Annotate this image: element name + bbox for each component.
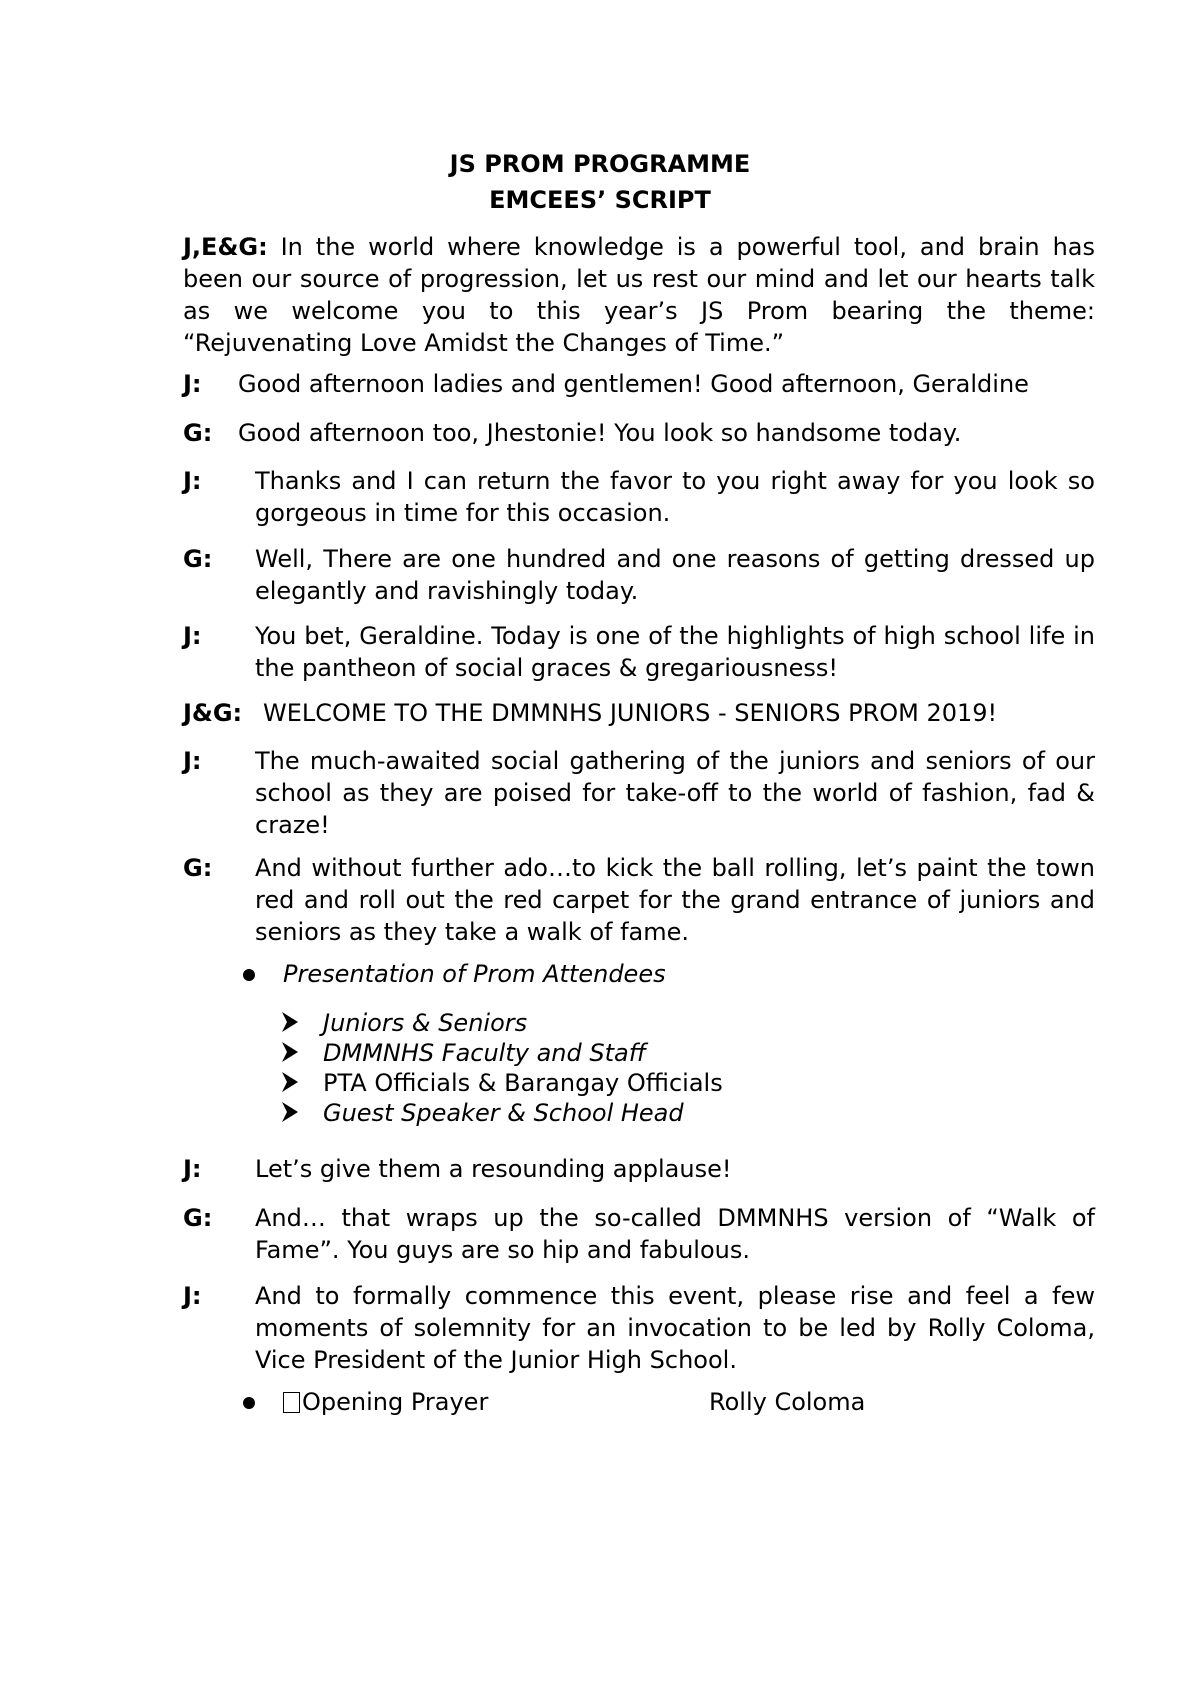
speaker-label: J: [183, 747, 202, 775]
document-subtitle: EMCEES’ SCRIPT [489, 186, 711, 214]
bullet-icon [243, 969, 255, 981]
speaker-label: J: [183, 1155, 202, 1183]
arrow-bullet-icon [282, 1012, 298, 1032]
dialogue-line: And to formally commence this event, please rise and feel a few moments of solemnity for an invocation to be led by Rolly Coloma, Vice President of the Junior High School. [255, 1282, 1095, 1374]
dialogue-line: And… that wraps up the so-called DMMNHS version of “Walk of Fame”. You guys are so hip and fabulous. [255, 1204, 1095, 1264]
attendee-item: PTA Officials & Barangay Officials [323, 1069, 723, 1097]
arrow-bullet-icon [282, 1072, 298, 1092]
prayer-item [283, 1386, 488, 1418]
speaker-label: J: [183, 370, 202, 398]
dialogue-line: Thanks and I can return the favor to you right away for you look so gorgeous in time for this occasion. [255, 467, 1095, 527]
intro-paragraph [183, 231, 1095, 359]
dialogue-line: The much-awaited social gathering of the juniors and seniors of our school as they are poised for take-off to the world of fashion, fad & craze! [255, 747, 1095, 839]
dialogue-line: Well, There are one hundred and one reasons of getting dressed up elegantly and ravishingly today. [255, 545, 1095, 605]
dialogue-line: Good afternoon too, Jhestonie! You look so handsome today. [238, 419, 962, 447]
checkbox-icon [283, 1392, 300, 1413]
attendee-item: DMMNHS Faculty and Staff [323, 1039, 647, 1067]
arrow-bullet-icon [282, 1102, 298, 1122]
dialogue-line: You bet, Geraldine. Today is one of the highlights of high school life in the pantheon of social graces & gregariousness! [255, 622, 1095, 682]
dialogue-line: And without further ado…to kick the ball rolling, let’s paint the town red and roll out the red carpet for the grand entrance of juniors and seniors as they take a walk of fame. [255, 854, 1095, 946]
attendee-item: Juniors & Seniors [323, 1009, 528, 1037]
prayer-label: Opening Prayer [302, 1388, 489, 1416]
speaker-label: G: [183, 545, 213, 573]
document-title: JS PROM PROGRAMME [449, 150, 751, 178]
dialogue-line: WELCOME TO THE DMMNHS JUNIORS - SENIORS PROM 2019! [263, 699, 998, 727]
speaker-label: J: [183, 467, 202, 495]
speaker-label: J: [183, 1282, 202, 1310]
presentation-heading: Presentation of Prom Attendees [283, 960, 666, 988]
speaker-label: G: [183, 854, 213, 882]
attendee-item: Guest Speaker & School Head [323, 1099, 684, 1127]
speaker-label: J: [183, 622, 202, 650]
speaker-label: G: [183, 1204, 213, 1232]
dialogue-line: Let’s give them a resounding applause! [255, 1155, 732, 1183]
dialogue-line: Good afternoon ladies and gentlemen! Good afternoon, Geraldine [238, 370, 1029, 398]
bullet-icon [243, 1397, 255, 1409]
intro-speaker: J,E&G: [183, 233, 268, 261]
speaker-label: G: [183, 419, 213, 447]
intro-text: In the world where knowledge is a powerful tool, and brain has been our source of progression, let us rest our mind and let our hearts talk as we welcome you to this year’s JS Prom bearing the theme: “Rejuvenating Love Amidst the Changes of Time.” [183, 233, 1095, 357]
arrow-bullet-icon [282, 1042, 298, 1062]
prayer-person: Rolly Coloma [709, 1388, 866, 1416]
speaker-label: J&G: [183, 699, 243, 727]
